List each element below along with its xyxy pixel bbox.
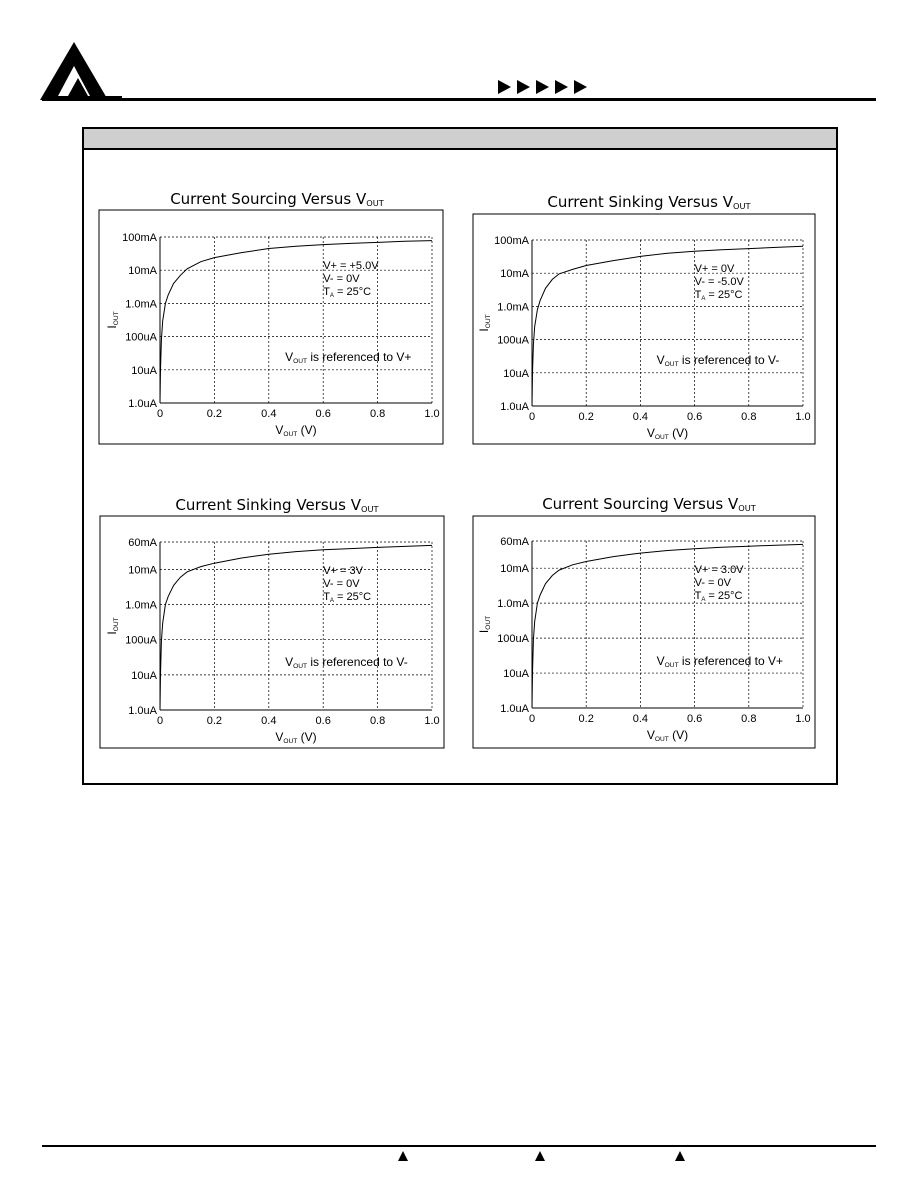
annotation: V+ = 3.0V bbox=[694, 564, 744, 576]
annotation: V+ = +5.0V bbox=[323, 260, 379, 272]
chart-title: Current Sourcing Versus VOUT bbox=[170, 190, 384, 208]
x-axis-label: VOUT (V) bbox=[646, 728, 689, 743]
chart-4 bbox=[473, 495, 815, 748]
reference-note: VOUT is referenced to V+ bbox=[656, 654, 783, 669]
y-axis-label: IOUT bbox=[477, 314, 492, 332]
x-tick-label: 1.0 bbox=[795, 713, 811, 725]
y-tick-label: 10mA bbox=[500, 563, 529, 576]
x-tick-label: 0 bbox=[528, 713, 536, 725]
x-axis-label: VOUT (V) bbox=[275, 730, 317, 745]
reference-note: VOUT is referenced to V- bbox=[656, 353, 780, 368]
x-tick-label: 1.0 bbox=[424, 715, 440, 727]
annotation: TA = 25°C bbox=[323, 286, 372, 299]
x-tick-label: 0.8 bbox=[369, 715, 386, 727]
annotation: TA = 25°C bbox=[694, 289, 743, 302]
x-tick-label: 0.4 bbox=[261, 408, 277, 420]
annotation: V- = 0V bbox=[694, 577, 731, 589]
y-tick-label: 100uA bbox=[497, 334, 529, 347]
x-axis-label: VOUT (V) bbox=[275, 423, 317, 438]
y-axis-label: IOUT bbox=[105, 617, 120, 635]
y-tick-label: 10uA bbox=[131, 669, 157, 682]
y-tick-label: 1.0mA bbox=[497, 598, 529, 611]
y-tick-label: 1.0mA bbox=[125, 298, 157, 311]
y-tick-label: 60mA bbox=[500, 536, 529, 548]
triangle-up-icon bbox=[398, 1151, 408, 1161]
x-tick-label: 1.0 bbox=[795, 411, 811, 423]
annotation: V- = 0V bbox=[323, 273, 360, 285]
y-tick-label: 100uA bbox=[497, 633, 529, 646]
x-tick-label: 0.2 bbox=[206, 408, 223, 420]
y-tick-label: 1.0uA bbox=[128, 398, 157, 410]
triangle-up-icon bbox=[675, 1151, 685, 1161]
y-tick-label: 100uA bbox=[125, 331, 157, 344]
x-tick-label: 0.8 bbox=[741, 713, 757, 725]
y-tick-label: 10mA bbox=[500, 268, 529, 281]
y-tick-label: 10uA bbox=[503, 367, 529, 380]
y-axis-label: IOUT bbox=[477, 615, 492, 634]
y-tick-label: 1.0uA bbox=[500, 703, 529, 715]
reference-note: VOUT is referenced to V+ bbox=[285, 350, 412, 365]
x-tick-label: 0.4 bbox=[261, 715, 277, 727]
x-tick-label: 0.2 bbox=[578, 713, 594, 725]
y-tick-label: 60mA bbox=[128, 537, 157, 549]
x-tick-label: 0.6 bbox=[315, 715, 331, 727]
x-tick-label: 1.0 bbox=[424, 408, 440, 420]
y-tick-label: 100uA bbox=[125, 634, 157, 647]
y-tick-label: 10mA bbox=[128, 265, 157, 278]
y-axis-label: IOUT bbox=[105, 311, 120, 329]
reference-note: VOUT is referenced to V- bbox=[285, 655, 408, 670]
chart-3 bbox=[100, 496, 444, 748]
annotation: TA = 25°C bbox=[323, 591, 372, 604]
x-tick-label: 0 bbox=[156, 408, 164, 420]
x-tick-label: 0.6 bbox=[315, 408, 331, 420]
annotation: V+ = 0V bbox=[694, 263, 735, 275]
footer-rule bbox=[42, 1145, 876, 1147]
chart-1 bbox=[99, 190, 443, 444]
triangle-up-icon bbox=[535, 1151, 545, 1161]
chart-title: Current Sinking Versus VOUT bbox=[175, 496, 379, 514]
y-tick-label: 100mA bbox=[122, 232, 157, 244]
chart-title: Current Sinking Versus VOUT bbox=[547, 193, 751, 211]
x-tick-label: 0.2 bbox=[206, 715, 223, 727]
x-tick-label: 0 bbox=[156, 715, 164, 727]
y-tick-label: 100mA bbox=[494, 235, 529, 247]
y-tick-label: 1.0uA bbox=[500, 401, 529, 413]
annotation: TA = 25°C bbox=[694, 590, 743, 603]
y-tick-label: 10uA bbox=[131, 364, 157, 377]
x-axis-label: VOUT (V) bbox=[646, 426, 689, 441]
y-tick-label: 10uA bbox=[503, 668, 529, 681]
y-tick-label: 1.0uA bbox=[128, 705, 157, 717]
annotation: V+ = 3V bbox=[323, 565, 363, 577]
y-tick-label: 1.0mA bbox=[497, 301, 529, 314]
annotation: V- = -5.0V bbox=[694, 276, 744, 288]
x-tick-label: 0.6 bbox=[686, 713, 703, 725]
x-tick-label: 0.4 bbox=[632, 713, 649, 725]
x-tick-label: 0.8 bbox=[741, 411, 757, 423]
chart-title: Current Sourcing Versus VOUT bbox=[542, 495, 756, 513]
x-tick-label: 0.8 bbox=[369, 408, 386, 420]
chart-2 bbox=[473, 193, 815, 444]
y-tick-label: 1.0mA bbox=[125, 599, 157, 612]
y-tick-label: 10mA bbox=[128, 564, 157, 577]
x-tick-label: 0.4 bbox=[632, 411, 649, 423]
x-tick-label: 0.6 bbox=[686, 411, 703, 423]
x-tick-label: 0 bbox=[528, 411, 536, 423]
annotation: V- = 0V bbox=[323, 578, 360, 590]
x-tick-label: 0.2 bbox=[578, 411, 594, 423]
